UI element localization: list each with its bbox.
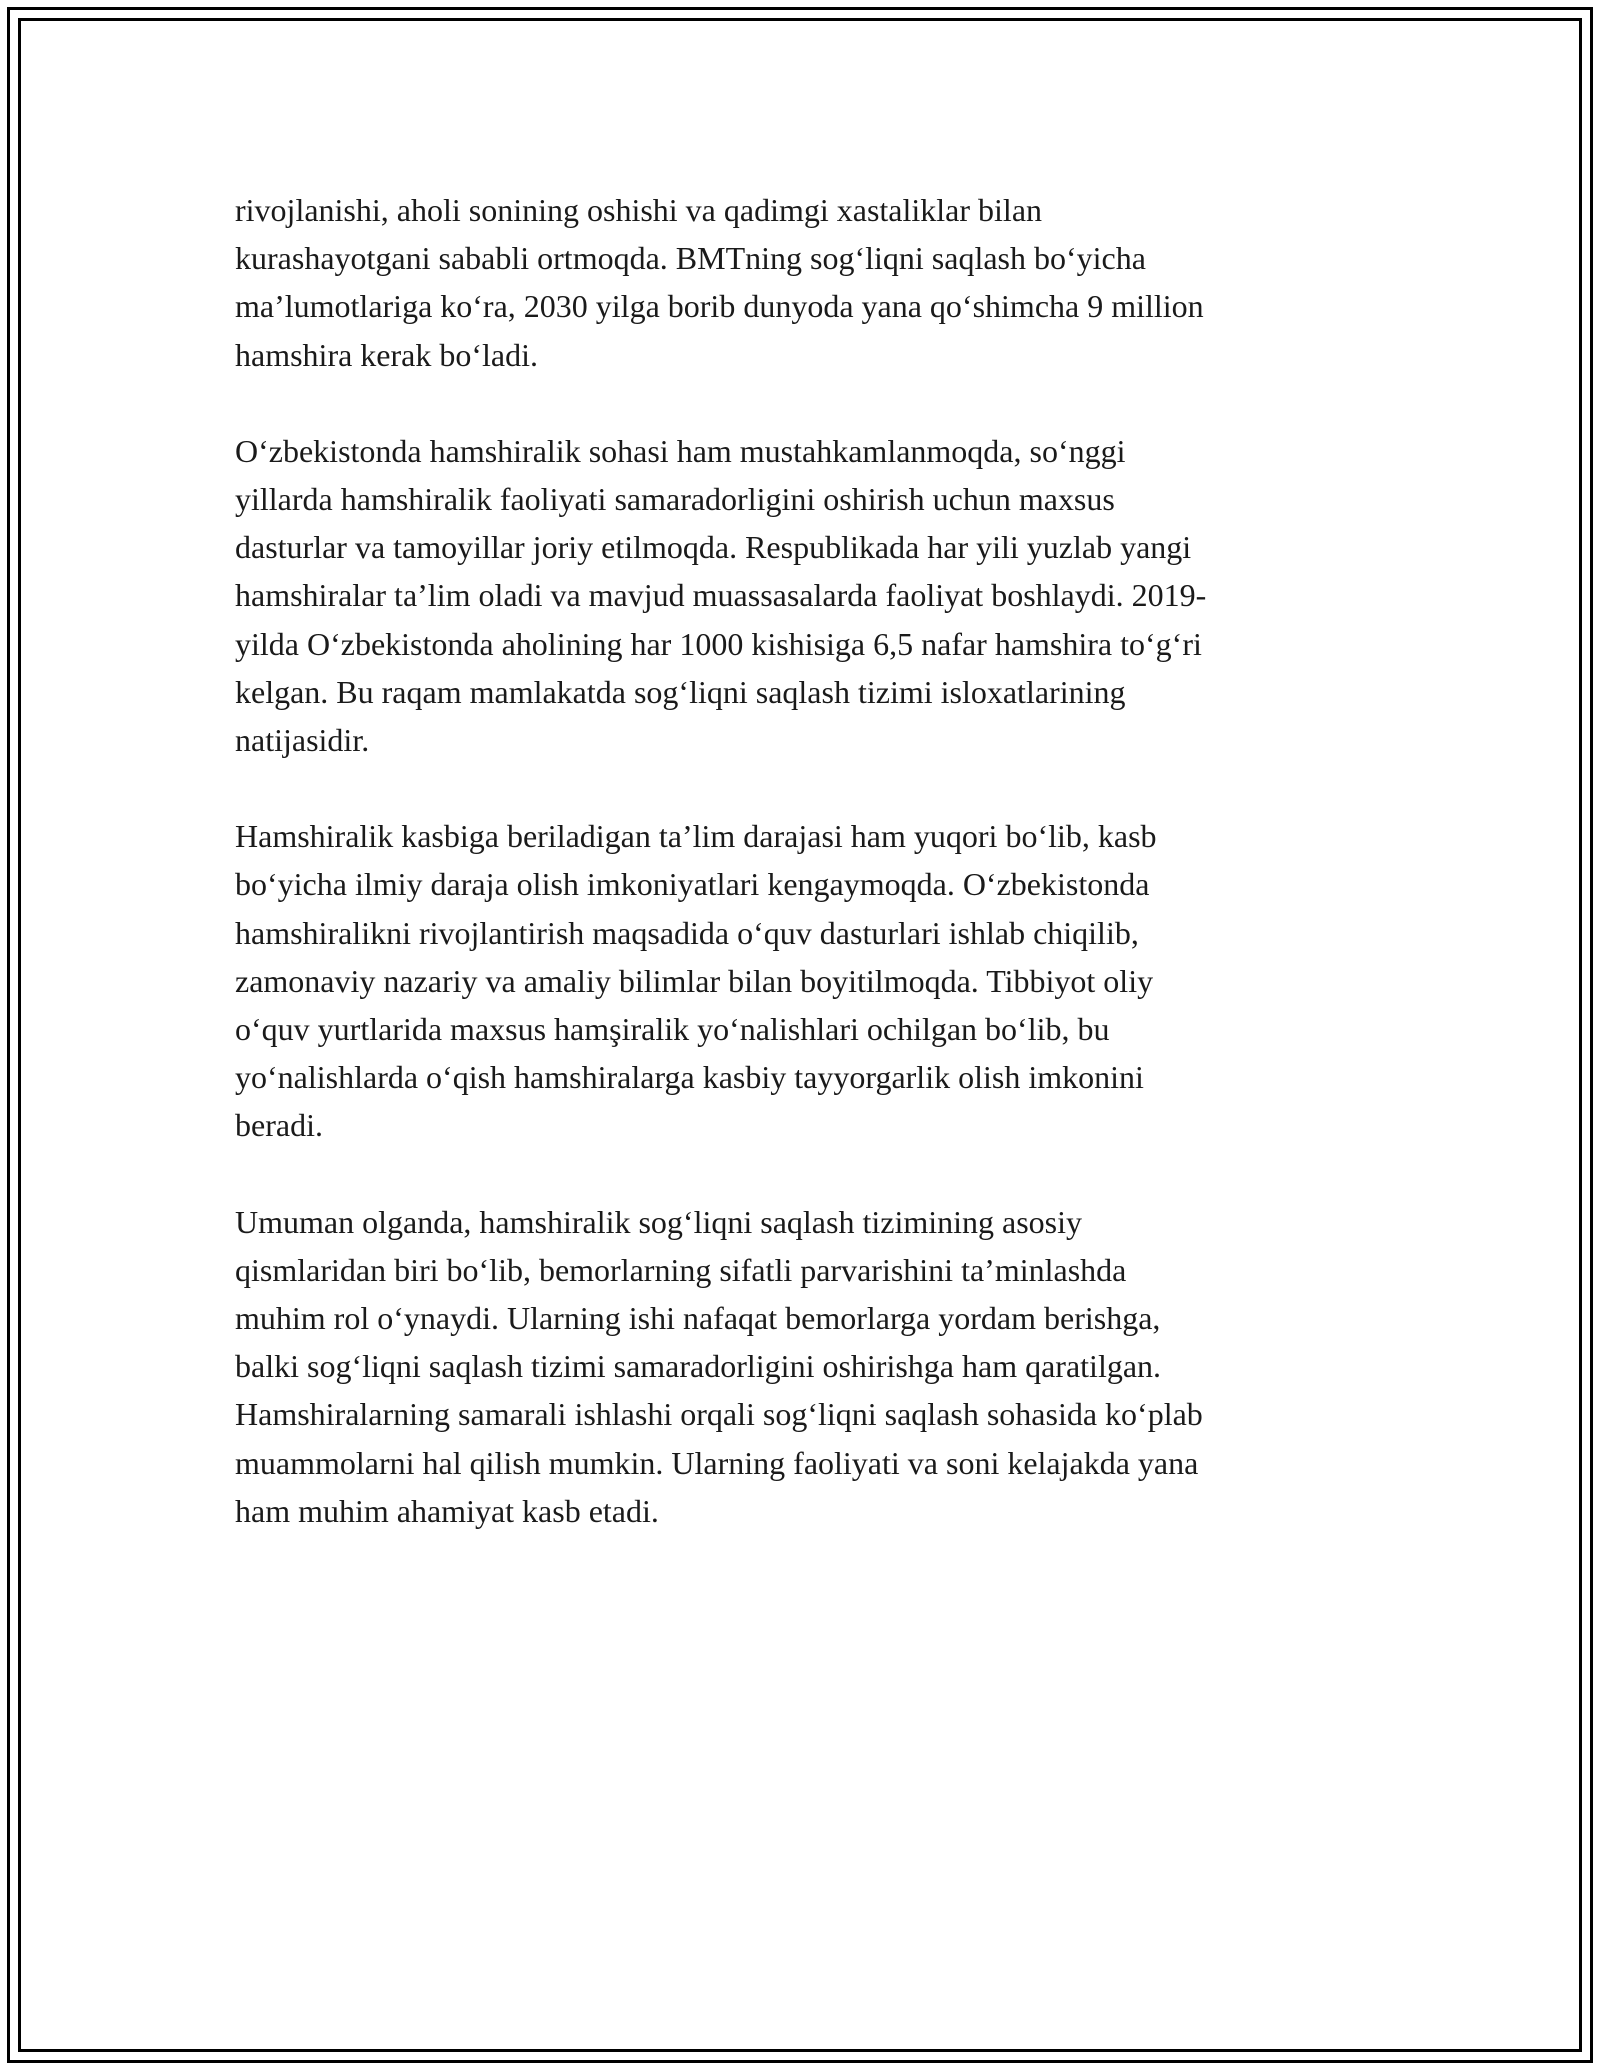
- paragraph-2: [235, 427, 1365, 764]
- text-line: beradi.: [235, 1107, 323, 1144]
- text-line: balki sog‘liqni saqlash tizimi samaradorligini oshirishga ham qaratilgan.: [235, 1348, 1162, 1385]
- text-line: yilda O‘zbekistonda aholining har 1000 kishisiga 6,5 nafar hamshira to‘g‘ri: [235, 625, 1202, 662]
- text-line: kelgan. Bu raqam mamlakatda sog‘liqni saqlash tizimi isloxatlarining: [235, 673, 1126, 710]
- paragraph-1: [235, 186, 1365, 379]
- text-line: ham muhim ahamiyat kasb etadi.: [235, 1492, 659, 1529]
- text-line: Hamshiralarning samarali ishlashi orqali sog‘liqni saqlash sohasida ko‘plab: [235, 1396, 1203, 1433]
- text-line: natijasidir.: [235, 722, 370, 759]
- text-line: hamshiralikni rivojlantirish maqsadida o‘quv dasturlari ishlab chiqilib,: [235, 914, 1139, 951]
- paragraph-4: [235, 1198, 1365, 1535]
- text-line: bo‘yicha ilmiy daraja olish imkoniyatlari kengaymoqda. O‘zbekistonda: [235, 866, 1150, 903]
- text-line: o‘quv yurtlarida maxsus hamşiralik yo‘nalishlari ochilgan bo‘lib, bu: [235, 1011, 1110, 1048]
- text-line: yo‘nalishlarda o‘qish hamshiralarga kasbiy tayyorgarlik olish imkonini: [235, 1059, 1144, 1096]
- text-line: Hamshiralik kasbiga beriladigan ta’lim darajasi ham yuqori bo‘lib, kasb: [235, 818, 1157, 855]
- text-line: O‘zbekistonda hamshiralik sohasi ham mustahkamlanmoqda, so‘nggi: [235, 432, 1126, 469]
- text-line: qismlaridan biri bo‘lib, bemorlarning sifatli parvarishini ta’minlashda: [235, 1251, 1127, 1288]
- text-line: zamonaviy nazariy va amaliy bilimlar bilan boyitilmoqda. Tibbiyot oliy: [235, 962, 1154, 999]
- text-line: muammolarni hal qilish mumkin. Ularning faoliyati va soni kelajakda yana: [235, 1444, 1199, 1481]
- text-line: kurashayotgani sababli ortmoqda. BMTning sog‘liqni saqlash bo‘yicha: [235, 240, 1146, 277]
- paragraph-3: [235, 812, 1365, 1149]
- text-line: hamshiralar ta’lim oladi va mavjud muassasalarda faoliyat boshlaydi. 2019-: [235, 577, 1207, 614]
- text-line: yillarda hamshiralik faoliyati samaradorligini oshirish uchun maxsus: [235, 481, 1115, 518]
- text-line: Umuman olganda, hamshiralik sog‘liqni saqlash tizimining asosiy: [235, 1203, 1082, 1240]
- document-body: [235, 186, 1365, 1583]
- text-line: ma’lumotlariga ko‘ra, 2030 yilga borib dunyoda yana qo‘shimcha 9 million: [235, 288, 1204, 325]
- text-line: muhim rol o‘ynaydi. Ularning ishi nafaqat bemorlarga yordam berishga,: [235, 1300, 1161, 1337]
- text-line: rivojlanishi, aholi sonining oshishi va qadimgi xastaliklar bilan: [235, 192, 1043, 228]
- text-line: dasturlar va tamoyillar joriy etilmoqda. Respublikada har yili yuzlab yangi: [235, 529, 1192, 566]
- text-line: hamshira kerak bo‘ladi.: [235, 336, 538, 373]
